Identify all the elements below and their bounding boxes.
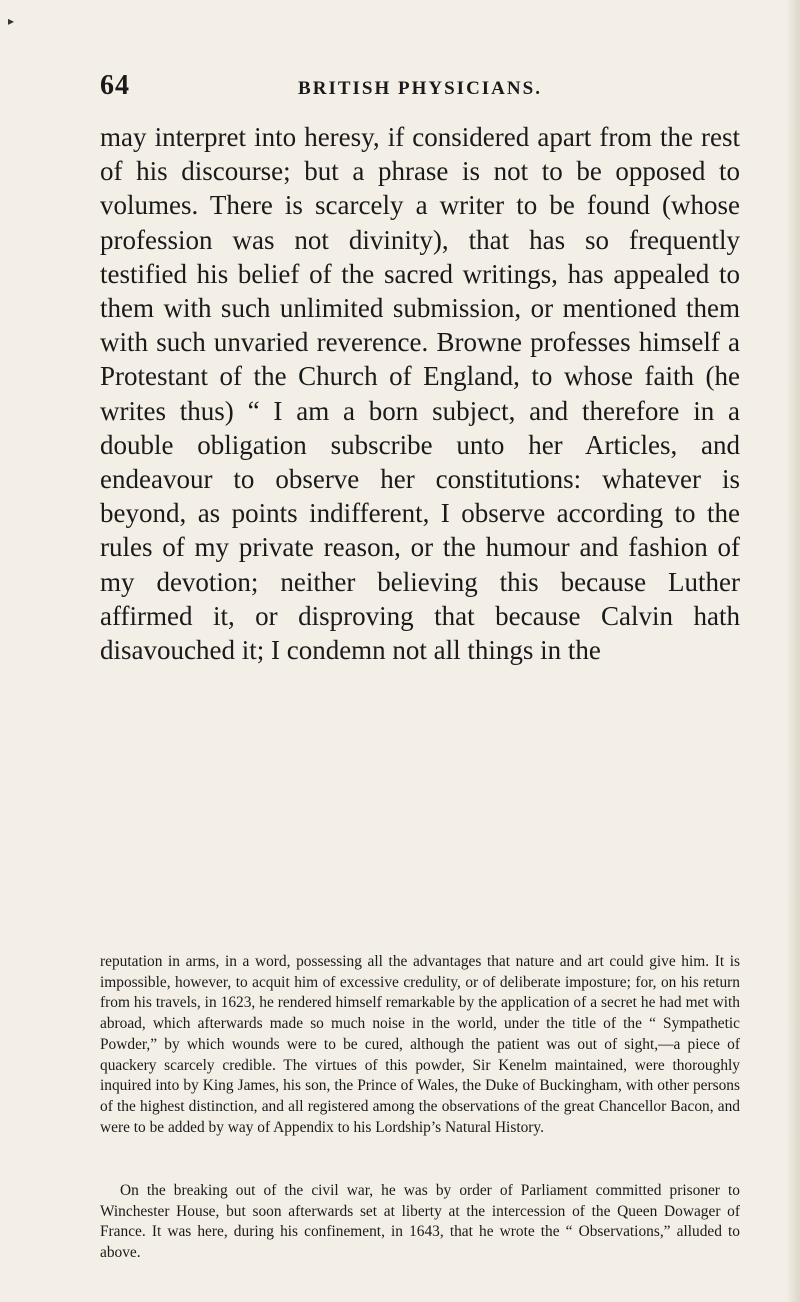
footnote-paragraph-2-text: On the breaking out of the civil war, he was by order of Parliament committed prisoner to Winchester House, but soon afterwards set at liberty at the intercession of the Queen Dowager of France. It was here, during his confinement, in 1643, that he wrote the “ Observations,” alluded to above. xyxy=(100,1182,740,1262)
main-text: may interpret into heresy, if considered apart from the rest of his discourse; but a phrase is not to be opposed to volumes. There is scarcely a writer to be found (whose profession was not divinity), that has so frequently testified his belief of the sacred writings, has appealed to them with such unlimited submission, or mentioned them with such unvaried reverence. Browne professes himself a Protestant of the Church of England, to whose faith (he writes thus) “ I am a born subject, and therefore in a double obligation subscribe unto her Articles, and endeavour to observe her constitutions: whatever is beyond, as points indifferent, I observe according to the rules of my private reason, or the humour and fashion of my devotion; neither believing this because Luther affirmed it, or disproving that because Calvin hath disavouched it; I condemn not all things in the xyxy=(100,122,740,666)
page-header xyxy=(100,70,740,110)
margin-mark: ▸ xyxy=(8,14,15,28)
page-edge-shadow xyxy=(786,0,800,1302)
page-number: 64 xyxy=(100,70,130,101)
footnote-paragraph-1: reputation in arms, in a word, possessing all the advantages that nature and art could give him. It is impossible, however, to acquit him of excessive credulity, or of deliberate imposture; for, on his return from his travels, in 1623, he rendered himself remarkable by the application of a secret he had met with abroad, which afterwards made so much noise in the world, under the title of the “ Sympathetic Powder,” by which wounds were to be cured, although the patient was out of sight,—a piece of quackery scarcely credible. The virtues of this powder, Sir Kenelm maintained, were thoroughly inquired into by King James, his son, the Prince of Wales, the Duke of Buckingham, with other persons of the highest distinction, and all registered among the observations of the great Chancellor Bacon, and were to be added by way of Appendix to his Lordship’s Natural History. xyxy=(100,953,740,1136)
running-title: BRITISH PHYSICIANS. xyxy=(298,78,542,99)
footnote-paragraph-2 xyxy=(100,1181,740,1264)
